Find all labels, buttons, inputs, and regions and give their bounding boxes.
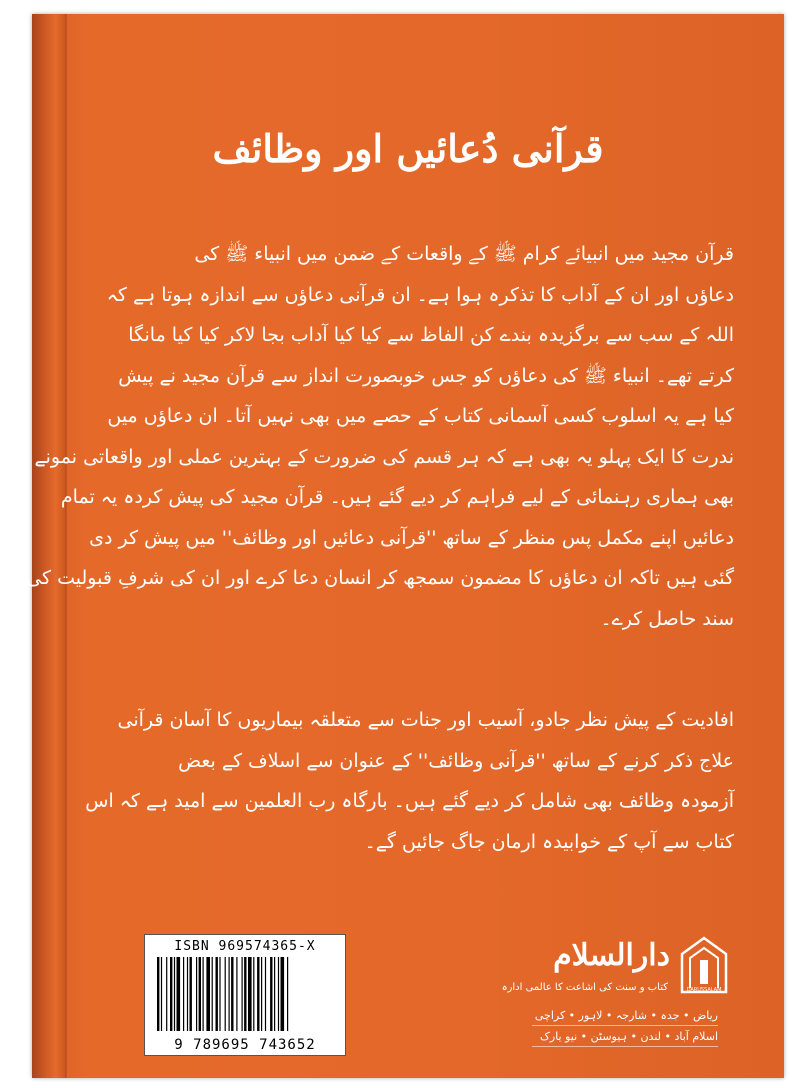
barcode-bar [206,957,210,1031]
cities-line: اسلام آباد • لندن • ہیوسٹن • نیو یارک [532,1029,718,1047]
text-line: کرتے تھے۔ انبیاء ﷺ کی دعاؤں کو جس خوبصورت انداز سے قرآن مجید نے پیش [118,364,734,387]
darussalam-emblem-icon [678,934,730,994]
book-title: قرآنی دُعائیں اور وظائف [212,126,604,171]
text-line: کتاب سے آپ کے خوابیدہ ارمان جاگ جائیں گے۔ [364,830,734,853]
book-spine [32,14,66,1078]
barcode-bar [187,957,188,1031]
publisher-cities [532,1008,718,1050]
spine-edge [65,14,67,1078]
barcode-bar [190,957,192,1031]
isbn-text: ISBN 969574365-X [174,939,316,954]
barcode-bar [261,957,262,1031]
text-line: ندرت کا ایک پہلو یہ بھی ہے کہ ہر قسم کی ضرورت کے بہترین عملی اور واقعاتی نمونے [34,445,734,468]
barcode-bar [242,957,243,1031]
text-line: علاج ذکر کرنے کے ساتھ ''قرآنی وظائف'' کے عنوان سے اسلاف کے بعض [178,749,734,772]
text-line: آزمودہ وظائف بھی شامل کر دیے گئے ہیں۔ بارگاہ رب العلمین سے امید ہے کہ اس [85,790,734,812]
emblem-caption: DARUSSALAM [686,987,722,993]
barcode-bar [174,957,175,1031]
barcode-bar [274,957,275,1031]
barcode-bar [199,957,201,1031]
barcode-bar [248,957,252,1031]
barcode-bar [236,957,237,1031]
barcode-bars [155,957,335,1031]
description-paragraph-2 [85,700,734,862]
text-line: دعاؤں اور ان کے آداب کا تذکرہ ہوا ہے۔ ان قرآنی دعاؤں سے اندازہ ہوتا ہے کہ [106,283,734,306]
barcode-bar [281,957,285,1031]
text-line: گئی ہیں تاکہ ان دعاؤں کا مضمون سمجھ کر انسان دعا کرے اور ان کی شرفِ قبولیت کی [26,567,734,589]
barcode-bar [170,957,172,1031]
text-line: افادیت کے پیش نظر جادو، آسیب اور جنات سے متعلقہ بیماریوں کا آسان قرآنی [117,709,734,731]
barcode-bar [225,957,226,1031]
barcode-label [144,934,346,1056]
barcode-number: 9 789695 743652 [174,1037,316,1053]
barcode-bar [212,957,213,1031]
barcode-bar [216,957,218,1031]
publisher-tagline: کتاب و سنت کی اشاعت کا عالمی ادارہ [501,982,668,993]
barcode-bar [244,957,246,1031]
text-line: قرآن مجید میں انبیائے کرام ﷺ کے واقعات کے ضمن میں انبیاء ﷺ کی [194,243,734,265]
description-paragraph-1 [26,234,734,639]
barcode-bar [257,957,259,1031]
barcode-bar [278,957,279,1031]
text-line: اللہ کے سب سے برگزیدہ بندے کن الفاظ سے کیا کیا آداب بجا لاکر کیا کیا مانگا [128,324,734,346]
barcode-bar [287,957,288,1031]
book-back-cover [26,14,784,1078]
barcode-bar [253,957,254,1031]
barcode-bar [183,957,184,1031]
barcode-bar [265,957,266,1031]
cities-line: ریاض • جدہ • شارجہ • لاہور • کراچی [532,1008,718,1026]
publisher-logo [501,934,730,1004]
barcode-bar [166,957,167,1031]
text-line: سند حاصل کرے۔ [600,607,734,630]
barcode-bar [157,957,159,1031]
publisher-name: دارالسلام [553,938,670,973]
text-line: دعائیں اپنے مکمل پس منظر کے ساتھ ''قرآنی دعائیں اور وظائف'' میں پیش کر دی [89,526,734,549]
barcode-bar [203,957,204,1031]
barcode-bar [270,957,272,1031]
text-line: کیا ہے یہ اسلوب کسی آسمانی کتاب کے حصے میں بھی نہیں آتا۔ ان دعاؤں میں [107,405,734,427]
barcode-bar [161,957,162,1031]
barcode-bar [231,957,233,1031]
text-line: بھی ہماری رہنمائی کے لیے فراہم کر دیے گئے ہیں۔ قرآن مجید کی پیش کردہ یہ تمام [60,486,734,508]
barcode-bar [177,957,181,1031]
barcode-bar [219,957,220,1031]
barcode-bar [196,957,197,1031]
barcode-bar [229,957,230,1031]
